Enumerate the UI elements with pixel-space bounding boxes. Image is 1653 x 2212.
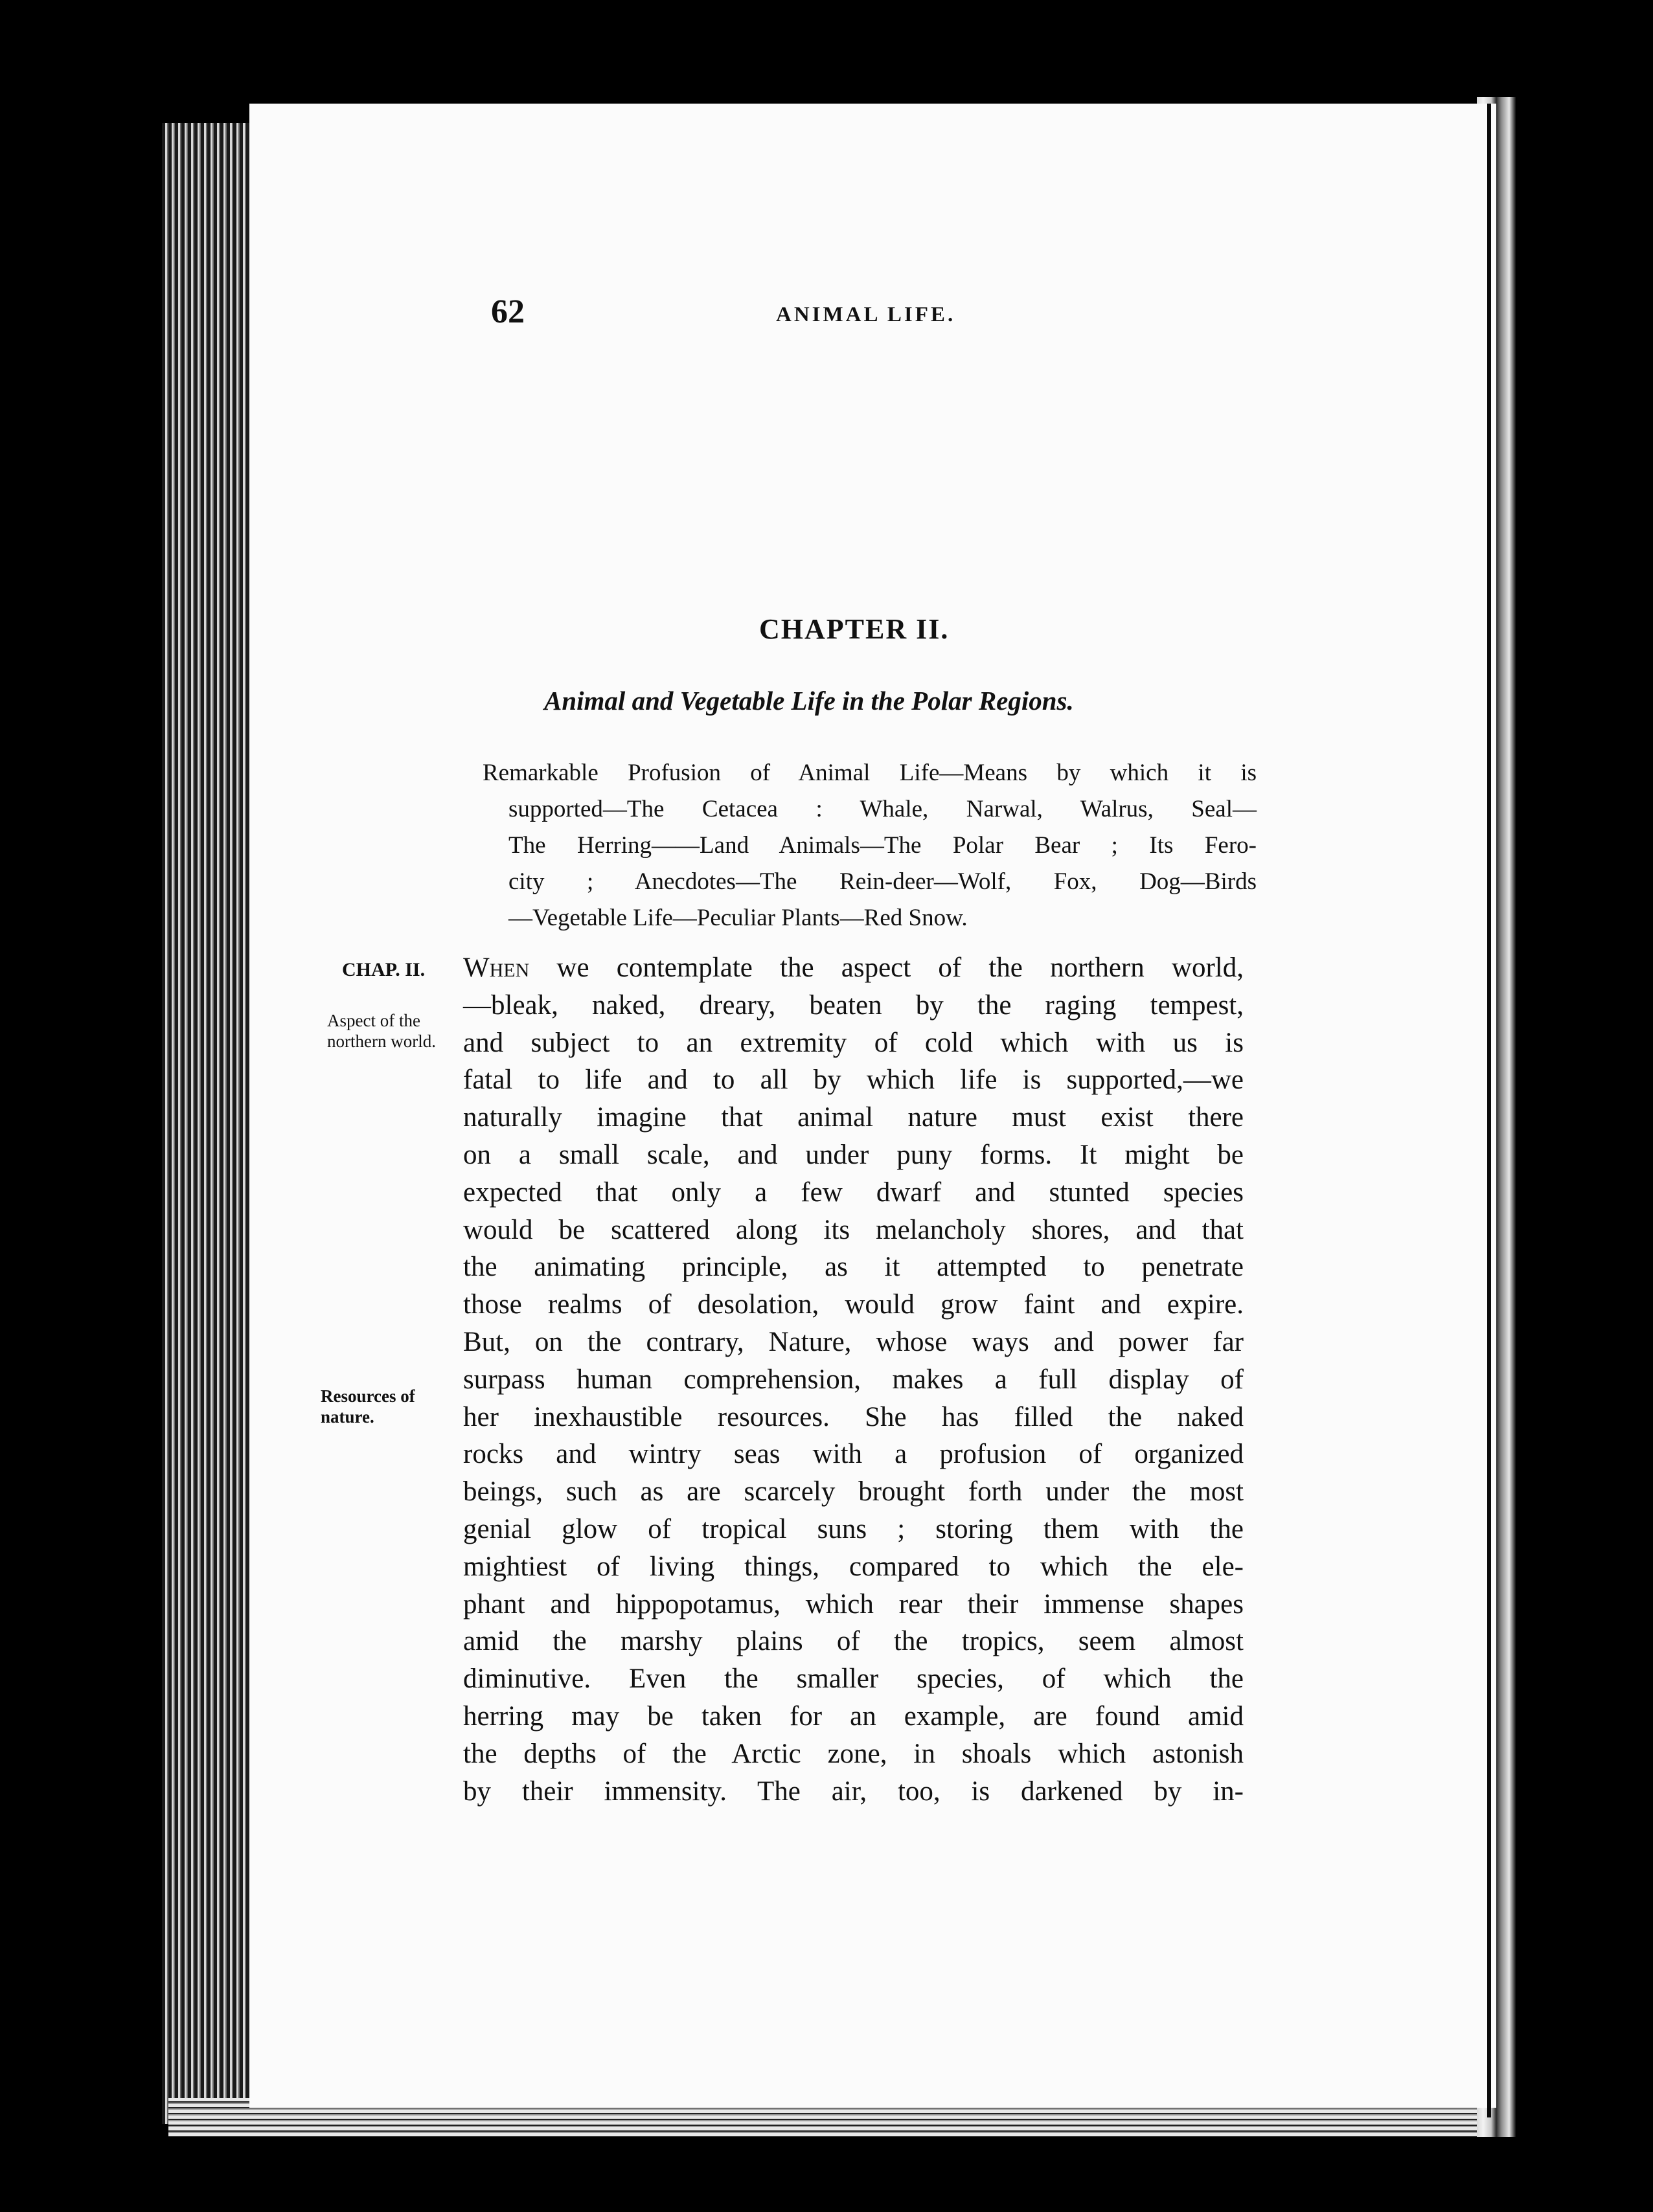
body-line: rocks and wintry seas with a profusion of organized [463, 1439, 1244, 1470]
body-line: —bleak, naked, dreary, beaten by the raging tempest, [463, 989, 1244, 1021]
body-line: those realms of desolation, would grow faint and expire. [463, 1289, 1244, 1320]
body-line: by their immensity. The air, too, is darkened by in- [463, 1776, 1244, 1807]
summary-line: supported—The Cetacea : Whale, Narwal, Walrus, Seal— [508, 796, 1257, 822]
body-line: the depths of the Arctic zone, in shoals which astonish [463, 1738, 1244, 1769]
body-line [463, 949, 1244, 987]
binding-shadow [1487, 104, 1491, 2117]
left-page-edges [162, 123, 253, 2124]
body-line: phant and hippopotamus, which rear their immense shapes [463, 1588, 1244, 1620]
body-line: would be scattered along its melancholy shores, and that [463, 1214, 1244, 1245]
body-line: mightiest of living things, compared to which the ele- [463, 1551, 1244, 1582]
body-line: fatal to life and to all by which life is supported,—we [463, 1065, 1244, 1096]
summary-line: —Vegetable Life—Peculiar Plants—Red Snow. [508, 905, 968, 931]
body-line: beings, such as are scarcely brought forth under the most [463, 1476, 1244, 1507]
margin-note-aspect: Aspect of the northern world. [327, 1011, 436, 1051]
chapter-summary [483, 755, 1257, 936]
body-line: But, on the contrary, Nature, whose ways and power far [463, 1326, 1244, 1357]
chapter-subtitle: Animal and Vegetable Life in the Polar Regions. [544, 686, 1074, 716]
body-line: her inexhaustible resources. She has filled the naked [463, 1401, 1244, 1432]
margin-note-resources: Resources of nature. [321, 1386, 415, 1427]
body-line: the animating principle, as it attempted to penetrate [463, 1252, 1244, 1283]
body-line: on a small scale, and under puny forms. It might be [463, 1139, 1244, 1170]
body-line: amid the marshy plains of the tropics, seem almost [463, 1626, 1244, 1657]
body-line: herring may be taken for an example, are found amid [463, 1700, 1244, 1732]
body-line: surpass human comprehension, makes a full display of [463, 1364, 1244, 1395]
margin-chapter-label: CHAP. II. [342, 959, 426, 980]
body-line: naturally imagine that animal nature must exist there [463, 1102, 1244, 1133]
body-line: and subject to an extremity of cold which with us is [463, 1027, 1244, 1058]
body-line: diminutive. Even the smaller species, of which the [463, 1664, 1244, 1695]
summary-line: Remarkable Profusion of Animal Life—Means by which it is [483, 760, 1257, 786]
body-line: expected that only a few dwarf and stunted species [463, 1177, 1244, 1208]
body-paragraph [463, 949, 1244, 1810]
chapter-title: CHAPTER II. [759, 613, 950, 645]
body-line: genial glow of tropical suns ; storing them with the [463, 1513, 1244, 1544]
summary-line: city ; Anecdotes—The Rein-deer—Wolf, Fox, Dog—Birds [508, 868, 1257, 895]
body-line-text: we contemplate the aspect of the northern world, [529, 953, 1244, 983]
summary-line: The Herring——Land Animals—The Polar Bear ; Its Fero- [508, 832, 1257, 859]
opening-word: When [463, 953, 530, 983]
page-number: 62 [491, 293, 525, 330]
running-head: ANIMAL LIFE. [776, 303, 956, 326]
